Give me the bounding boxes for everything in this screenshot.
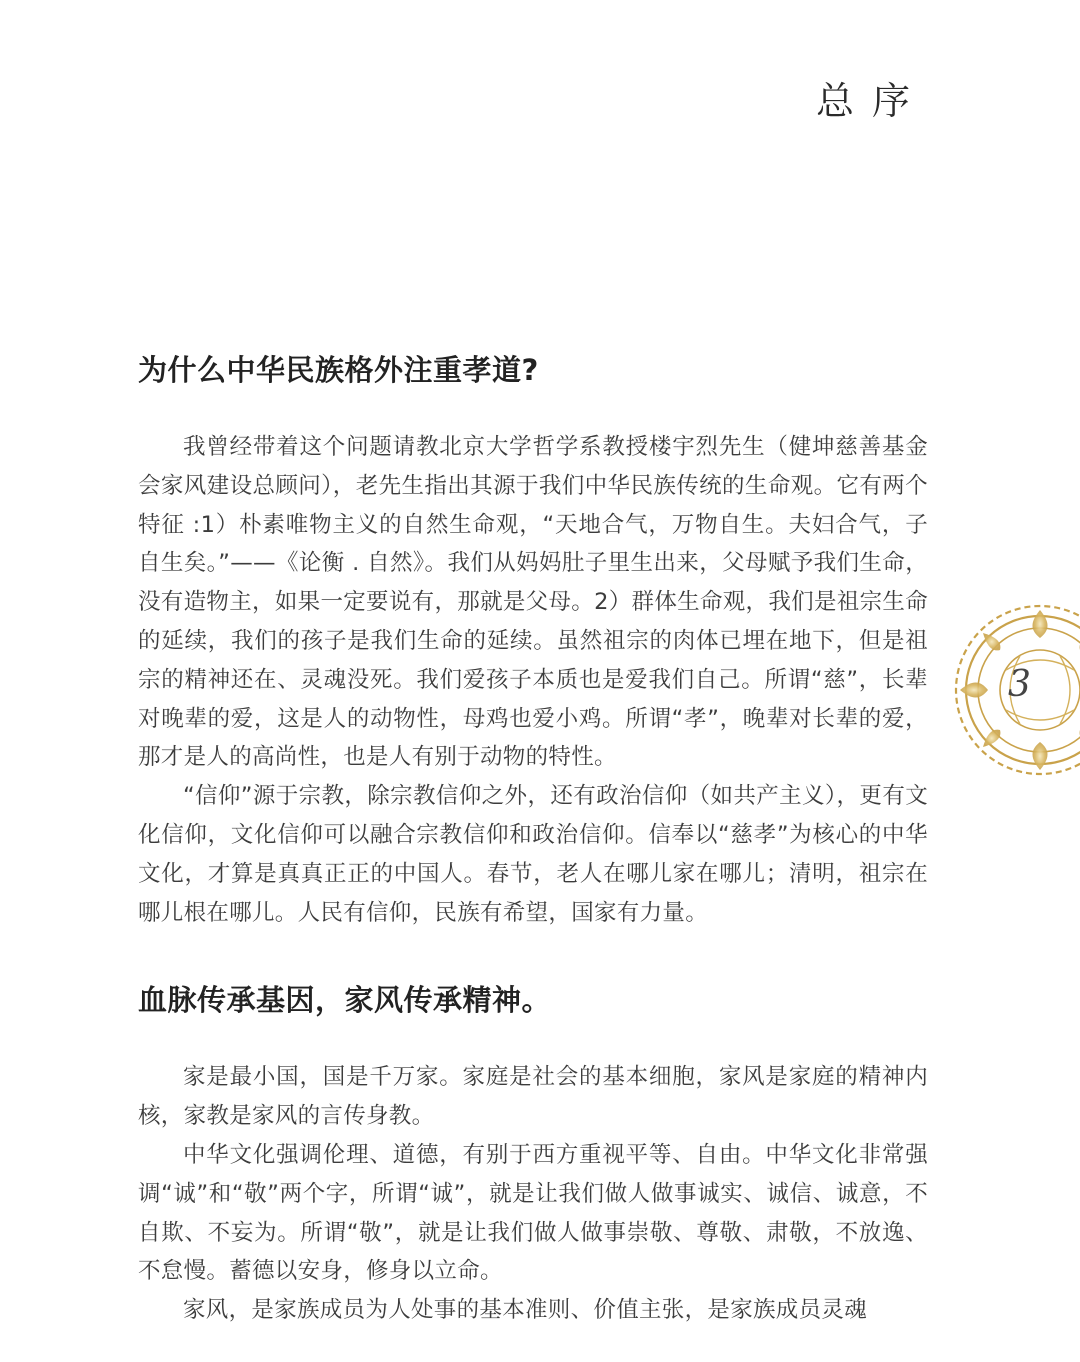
section-heading: 血脉传承基因，家风传承精神。 (138, 983, 552, 1018)
paragraph: “信仰”源于宗教，除宗教信仰之外，还有政治信仰（如共产主义），更有文化信仰，文化信仰可以融合宗教信仰和政治信仰。信奉以“慈孝”为核心的中华文化，才算是真真正正的中国人。春节，老人在哪儿家在哪儿；清明，祖宗在哪儿根在哪儿。人民有信仰，民族有希望，国家有力量。 (138, 783, 928, 926)
paragraph: 我曾经带着这个问题请教北京大学哲学系教授楼宇烈先生（健坤慈善基金会家风建设总顾问），老先生指出其源于我们中华民族传统的生命观。它有两个特征 :1）朴素唯物主义的自然生命观，“天地合气，万物自生。夫妇合气，子自生矣。”——《论衡 . 自然》。我们从妈妈肚子里生出来，父母赋予我们生命，没有造物主，如果一定要说有，那就是父母。2）群体生命观，我们是祖宗生命的延续，我们的孩子是我们生命的延续。虽然祖宗的肉体已埋在地下，但是祖宗的精神还在、灵魂没死。我们爱孩子本质也是爱我们自己。所谓“慈”，长辈对晚辈的爱，这是人的动物性，母鸡也爱小鸡。所谓“孝”，晚辈对长辈的爱，那才是人的高尚性，也是人有别于动物的特性。 (138, 434, 928, 771)
section-heading: 为什么中华民族格外注重孝道? (138, 353, 539, 387)
paragraph: 家是最小国，国是千万家。家庭是社会的基本细胞，家风是家庭的精神内核，家教是家风的言传身教。 (138, 1064, 928, 1130)
page-title: 总序 (815, 79, 928, 123)
paragraph: 家风，是家族成员为人处事的基本准则、价值主张，是家族成员灵魂 (183, 1297, 868, 1324)
section-bloodline-family-tradition (138, 980, 928, 1330)
section-why-filial-piety (138, 350, 928, 932)
main-content (138, 350, 928, 1330)
paragraph: 中华文化强调伦理、道德，有别于西方重视平等、自由。中华文化非常强调“诚”和“敬”两个字，所谓“诚”，就是让我们做人做事诚实、诚信、诚意，不自欺、不妄为。所谓“敬”，就是让我们做人做事崇敬、尊敬、肃敬，不放逸、不怠慢。蓄德以安身，修身以立命。 (138, 1141, 928, 1285)
page-number: 3 (1008, 664, 1031, 705)
